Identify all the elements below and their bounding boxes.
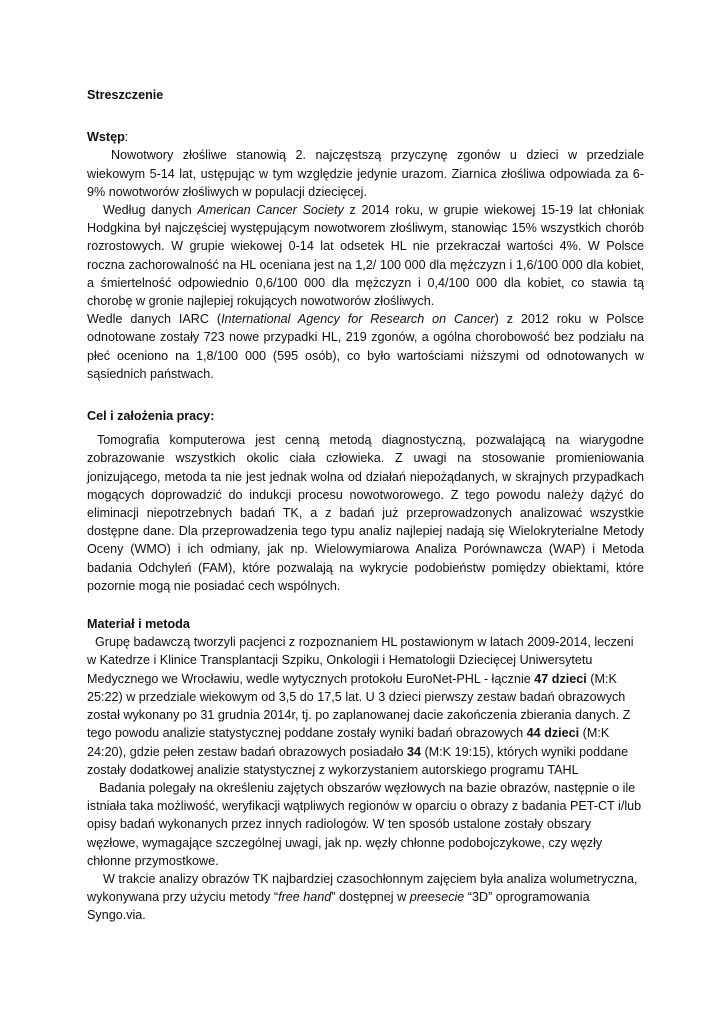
intro-p3-text-b: ) z 2012 roku w Polsce odnotowane zostały 723 nowe przypadki HL, 219 zgonów, a ogólna chorobowość bez podziału na płeć oceniono na 1,8/100 000 (595 osób), co było wartościami niższymi od odnotowanych w sąsiednich państwach.: [87, 312, 644, 381]
intro-paragraph-3: [87, 310, 644, 383]
method-p1-count-complete: 34: [406, 744, 421, 759]
doc-title: Streszczenie: [87, 88, 164, 102]
intro-p2-text-a: Według danych: [103, 203, 198, 218]
spacer: [87, 104, 644, 128]
intro-p2-text-b: z 2014 roku, w grupie wiekowej 15-19 lat chłoniak Hodgkina był najczęściej występującym nowotworem złośliwym, stanowiąc 15% wszystkich chorób rozrostowych. W grupie wiekowej 0-14 lat odsetek HL nie przekraczał wartości 4%. W Polsce roczna zachorowalność na HL oceniana jest na 1,2/ 100 000 dla mężczyzn i 1,6/100 000 dla kobiet, a śmiertelność odpowiednio 0,6/100 000 dla mężczyzn i 0,4/100 000 dla kobiet, co stawia tą chorobę w gronie najlepiej rokujących nowotworów złośliwych.: [87, 203, 644, 309]
aim-heading: Cel i założenia pracy:: [87, 409, 215, 424]
method-p3-text-b: ” dostępnej w: [331, 890, 410, 905]
method-p1-count-total: 47 dzieci: [534, 671, 587, 686]
method-p1-text-c: (M:K 25:22) w przedziale wiekowym od 3,5 do 17,5 lat. U 3 dzieci pierwszy zestaw badań obrazowych został wykonany po 31 grudnia 2014r, tj. po zaplanowanej dacie zakończenia zbierania danych. Z tego powodu analizie statystycznej poddane zostały wyniki badań obrazowych: [87, 671, 631, 741]
method-p3-preset: preesecie: [409, 890, 465, 905]
method-heading: Materiał i metoda: [87, 617, 190, 632]
method-paragraph-2: Badania polegały na określeniu zajętych obszarów węzłowych na bazie obrazów, następnie o ile istniała taka możliwość, weryfikacji wątpliwych regionów w oparciu o obrazy z badania PET-CT i/lub opisy badań wykonanych przez innych radiologów. W ten sposób ustalone zostały obszary węzłowe, wymagające szczególnej uwagi, jak np. węzły chłonne podobojczykowe, czy węzły chłonne przymostkowe.: [87, 780, 642, 868]
spacer: [87, 595, 644, 615]
intro-heading-text: Wstęp: [87, 130, 125, 145]
method-p1-text-a: Grupę badawczą tworzyli pacjenci z rozpoznaniem HL postawionym w latach 2009-2014, leczeni w Katedrze i Klinice Transplantacji Szpiku, Onkologii i Hematologii Dziecięcej Uniwersytetu Medycznego we Wrocławiu, wedle wytycznych protokołu EuroNet-PHL - łącznie: [87, 635, 634, 686]
intro-p2-source: American Cancer Society: [197, 203, 344, 218]
aim-paragraph-1: Tomografia komputerowa jest cenną metodą diagnostyczną, pozwalającą na wiarygodne zobrazowanie wszystkich okolic ciała człowieka. Z uwagi na stosowanie promieniowania jonizującego, metoda ta nie jest jednak wolna od działań niepożądanych, w skrajnych przypadkach mogących doprowadzić do indukcji procesu nowotworowego. Z tego powodu należy dążyć do eliminacji niepotrzebnych badań TK, a z badań już przeprowadzonych analizować wszystkie dostępne dane. Dla przeprowadzenia tego typu analiz najlepiej nadają się Wielokryterialne Metody Oceny (WMO) i ich odmiany, jak np. Wielowymiarowa Analiza Porównawcza (WAP) i Metoda badania Odchyleń (FAM), które pozwalają na wykrycie podobieństw pomiędzy obiektami, które pozornie mogą nie posiadać cech wspólnych.: [87, 433, 644, 593]
intro-p3-source: International Agency for Research on Cancer: [221, 312, 495, 327]
method-p3-free-hand: free hand: [278, 890, 332, 905]
method-p3-text-c: “3D” oprogramowania Syngo.via.: [87, 890, 590, 923]
intro-paragraph-2: [87, 201, 644, 310]
document-page: [87, 86, 644, 925]
method-p3-text-a: W trakcie analizy obrazów TK najbardziej czasochłonnym zajęciem była analiza wolumetryczna, wykonywana przy użyciu metody “: [87, 871, 638, 905]
intro-p3-text-a: Wedle danych IARC (: [87, 312, 222, 327]
intro-paragraph-1: Nowotwory złośliwe stanowią 2. najczęstszą przyczynę zgonów u dzieci w przedziale wiekowym 5-14 lat, ustępując w tym względzie jedynie urazom. Ziarnica złośliwa odpowiada za 6-9% nowotworów złośliwych w populacji dziecięcej.: [87, 148, 644, 199]
method-p1-text-e: (M:K 19:15), których wyniki poddane zostały dodatkowej analizie statystycznej z wykorzystaniem autorskiego programu TAHL: [87, 744, 629, 777]
intro-heading-colon: :: [124, 130, 129, 145]
method-paragraph-1: [87, 633, 644, 779]
method-p1-text-d: (M:K 24:20), gdzie pełen zestaw badań obrazowych posiadało: [87, 726, 610, 759]
method-p1-count-analyzed: 44 dzieci: [526, 726, 580, 741]
intro-heading: [87, 128, 644, 146]
spacer: [87, 383, 644, 407]
method-paragraph-3: [87, 870, 644, 925]
